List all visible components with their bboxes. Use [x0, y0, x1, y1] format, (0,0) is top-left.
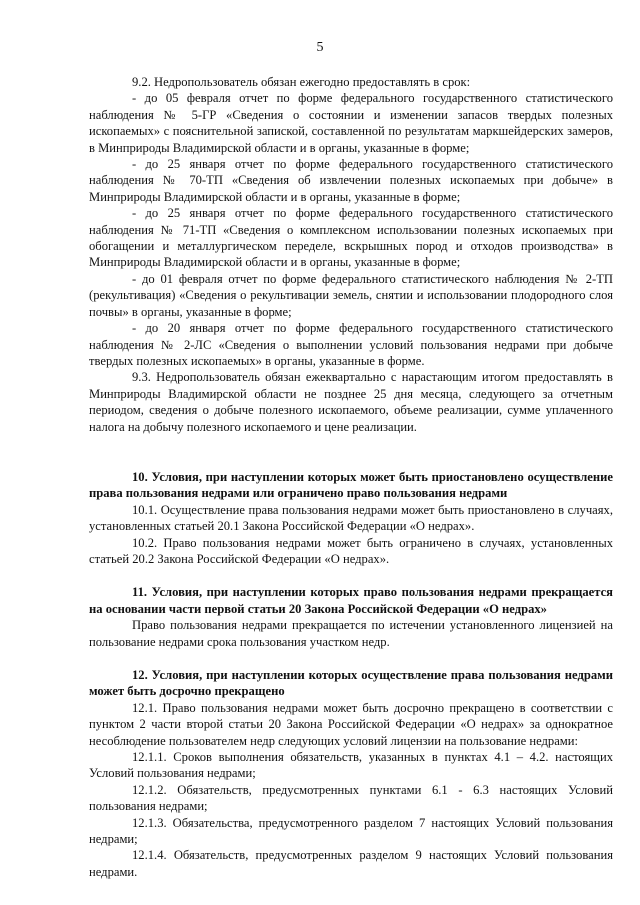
- paragraph-9-2-item-2: - до 25 января отчет по форме федерального государственного статистического наблюдения № 70-ТП «Сведения об извлечении полезных ископаемых при добыче» в Минприроды Владимирской области и в органы, указанные в форме;: [89, 157, 613, 204]
- paragraph-9-2: 9.2. Недропользователь обязан ежегодно предоставлять в срок:: [132, 75, 471, 89]
- paragraph-9-2-item-5: - до 20 января отчет по форме федерального государственного статистического наблюдения № 2-ЛС «Сведения о выполнении условий пользования недрами при добыче твердых полезных ископаемых» в органы, указанные в форме.: [89, 321, 613, 368]
- paragraph-12-1: 12.1. Право пользования недрами может быть досрочно прекращено в соответствии с пунктом 2 части второй статьи 20 Закона Российской Федерации «О недрах» за однократное несоблюдение пользователем недр следующих условий лицензии на пользование недрами:: [89, 700, 613, 748]
- paragraph-12-1-1: 12.1.1. Сроков выполнения обязательств, указанных в пунктах 4.1 – 4.2. настоящих Условий пользования недрами;: [89, 750, 613, 781]
- paragraph-12-1-3: 12.1.3. Обязательства, предусмотренного разделом 7 настоящих Условий пользования недрами;: [89, 815, 613, 847]
- paragraph-9-2-item-4: - до 01 февраля отчет по форме федерального статистического наблюдения № 2-ТП (рекультивация) «Сведения о рекультивации земель, снятии и использовании плодородного слоя почвы» в органы, указанные в форме;: [89, 271, 613, 319]
- section-10-heading: 10. Условия, при наступлении которых может быть приостановлено осуществление права пользования недрами или ограничено право пользования недрами: [89, 469, 613, 501]
- document-body: [89, 74, 613, 880]
- paragraph-12-1-4: 12.1.4. Обязательств, предусмотренных разделом 9 настоящих Условий пользования недрами.: [89, 848, 613, 879]
- paragraph-9-3: 9.3. Недропользователь обязан ежеквартально с нарастающим итогом предоставлять в Минприроды Владимирской области не позднее 25 дня месяца, следующего за отчетным периодом, сведения о добыче полезного ископаемого, объеме реализации, сумме уплаченного налога на добычу полезного ископаемого и цене реализации.: [89, 370, 613, 434]
- paragraph-9-2-item-1: - до 05 февраля отчет по форме федерального государственного статистического наблюдения № 5-ГР «Сведения о состоянии и изменении запасов твердых полезных ископаемых» с пояснительной запиской, составленной по результатам маркшейдерских замеров, в Минприроды Владимирской области и в органы, указанные в форме;: [89, 91, 613, 155]
- section-12-heading: 12. Условия, при наступлении которых осуществление права пользования недрами может быть досрочно прекращено: [89, 668, 613, 699]
- page-number: 5: [316, 40, 324, 55]
- paragraph-10-2: 10.2. Право пользования недрами может быть ограничено в случаях, установленных статьей 20.2 Закона Российской Федерации «О недрах».: [89, 535, 613, 566]
- paragraph-12-1-2: 12.1.2. Обязательств, предусмотренных пунктами 6.1 - 6.3 настоящих Условий пользования недрами;: [89, 782, 613, 814]
- section-11-heading: 11. Условия, при наступлении которых право пользования недрами прекращается на основании части первой статьи 20 Закона Российской Федерации «О недрах»: [89, 585, 613, 616]
- paragraph-10-1: 10.1. Осуществление права пользования недрами может быть приостановлено в случаях, установленных статьей 20.1 Закона Российской Федерации «О недрах».: [89, 502, 613, 534]
- paragraph-11: Право пользования недрами прекращается по истечении установленного лицензией на пользование недрами срока пользования участком недр.: [89, 618, 613, 649]
- paragraph-9-2-item-3: - до 25 января отчет по форме федерального государственного статистического наблюдения № 71-ТП «Сведения о комплексном использовании полезных ископаемых при обогащении и металлургическом переделе, вскрышных пород и отходов производства» в Минприроды Владимирской области и в органы, указанные в форме;: [89, 206, 613, 270]
